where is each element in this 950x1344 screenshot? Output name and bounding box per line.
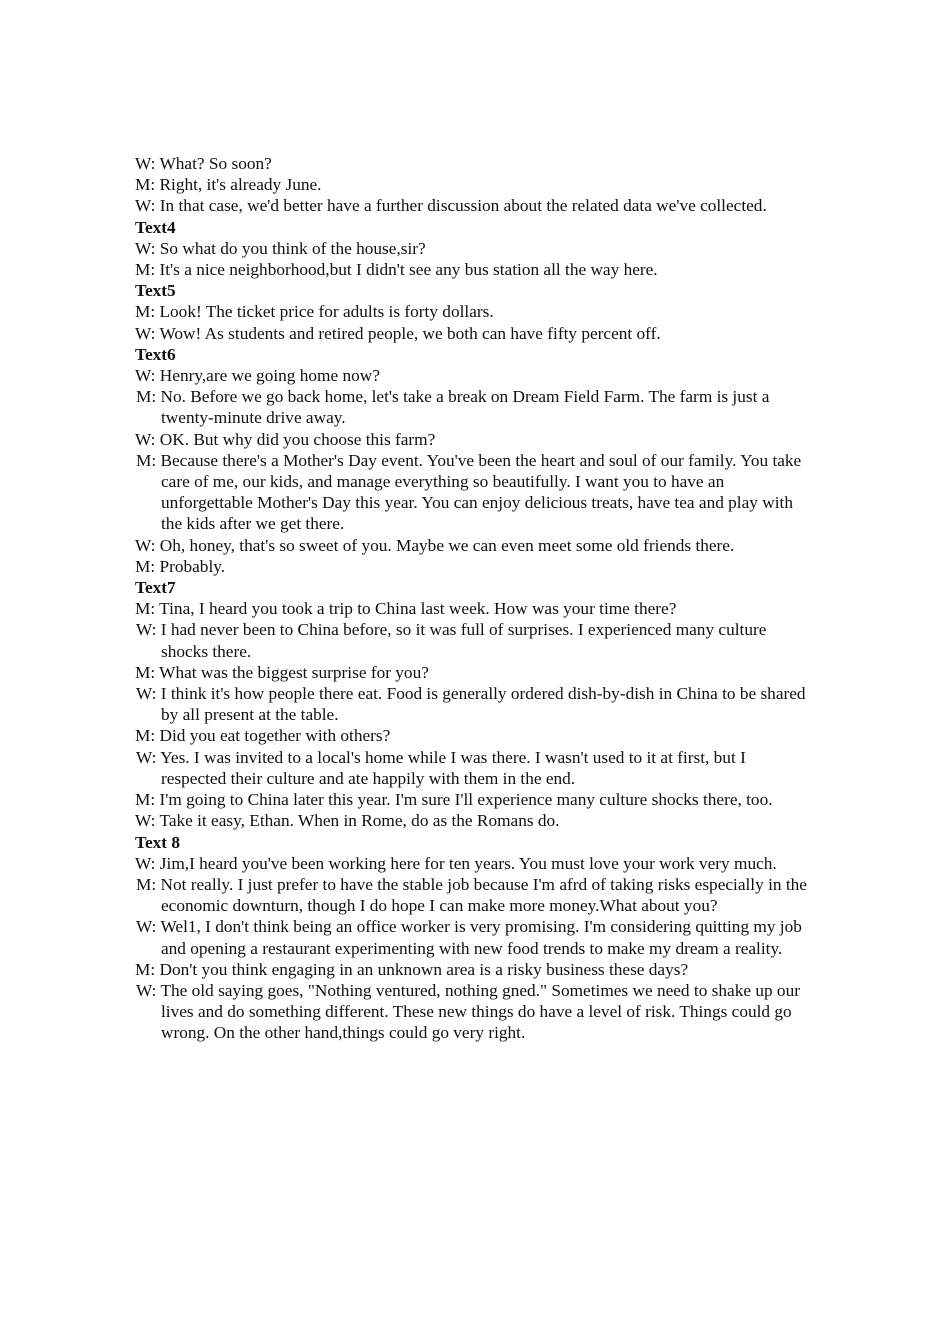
- dialogue-line: M: Tina, I heard you took a trip to China last week. How was your time there?: [135, 599, 677, 619]
- dialogue-line: W: OK. But why did you choose this farm?: [135, 429, 436, 449]
- dialogue-line: M: What was the biggest surprise for you?: [135, 662, 429, 682]
- dialogue-line: M: Look! The ticket price for adults is forty dollars.: [135, 302, 494, 322]
- dialogue-line: W: In that case, we'd better have a further discussion about the related data we've collected.: [135, 196, 767, 216]
- section-heading: Text6: [135, 344, 176, 364]
- dialogue-line: W: Take it easy, Ethan. When in Rome, do as the Romans do.: [135, 811, 560, 831]
- section-heading: Text5: [135, 281, 176, 301]
- dialogue-line: W: I had never been to China before, so it was full of surprises. I experienced many culture shocks there.: [136, 620, 767, 661]
- section-heading: Text4: [135, 217, 176, 237]
- dialogue-line: W: The old saying goes, "Nothing ventured, nothing gned." Sometimes we need to shake up our lives and do something different. These new things do have a level of risk. Things could go wrong. On the other hand,things could go very right.: [136, 980, 800, 1043]
- dialogue-line: W: Henry,are we going home now?: [135, 366, 380, 386]
- dialogue-line: W: Jim,I heard you've been working here for ten years. You must love your work very much.: [135, 853, 777, 873]
- dialogue-line: M: Not really. I just prefer to have the stable job because I'm afrd of taking risks especially in the economic downturn, though I do hope I can make more money.What about you?: [136, 874, 807, 916]
- dialogue-line: M: It's a nice neighborhood,but I didn't see any bus station all the way here.: [135, 260, 658, 280]
- dialogue-line: M: Did you eat together with others?: [135, 726, 391, 746]
- dialogue-line: W: I think it's how people there eat. Food is generally ordered dish-by-dish in China to be shared by all present at the table.: [136, 684, 806, 725]
- document-page: [135, 153, 815, 1044]
- dialogue-line: W: Oh, honey, that's so sweet of you. Maybe we can even meet some old friends there.: [135, 535, 735, 555]
- dialogue-line: M: Don't you think engaging in an unknown area is a risky business these days?: [135, 959, 689, 979]
- dialogue-line: W: Wel1, I don't think being an office worker is very promising. I'm considering quitting my job and opening a restaurant experimenting with new food trends to make my dream a reality.: [136, 917, 802, 958]
- dialogue-line: M: No. Before we go back home, let's take a break on Dream Field Farm. The farm is just a twenty-minute drive away.: [136, 387, 770, 428]
- section-heading: Text7: [135, 578, 176, 598]
- dialogue-line: W: Yes. I was invited to a local's home while I was there. I wasn't used to it at first, but I respected their culture and ate happily with them in the end.: [136, 747, 746, 788]
- dialogue-line: W: Wow! As students and retired people, we both can have fifty percent off.: [135, 323, 661, 343]
- dialogue-line: W: So what do you think of the house,sir?: [135, 238, 426, 258]
- section-heading: Text 8: [135, 832, 180, 852]
- dialogue-line: W: What? So soon?: [135, 154, 272, 173]
- dialogue-line: M: Because there's a Mother's Day event. You've been the heart and soul of our family. You take care of me, our kids, and manage everything so beautifully. I want you to have an unforgettable Mother's Day this year. You can enjoy delicious treats, have tea and play with the kids after we get there.: [136, 450, 802, 534]
- dialogue-line: M: Right, it's already June.: [135, 175, 322, 195]
- dialogue-line: M: I'm going to China later this year. I'm sure I'll experience many culture shocks there, too.: [135, 790, 773, 810]
- dialogue-line: M: Probably.: [135, 556, 226, 576]
